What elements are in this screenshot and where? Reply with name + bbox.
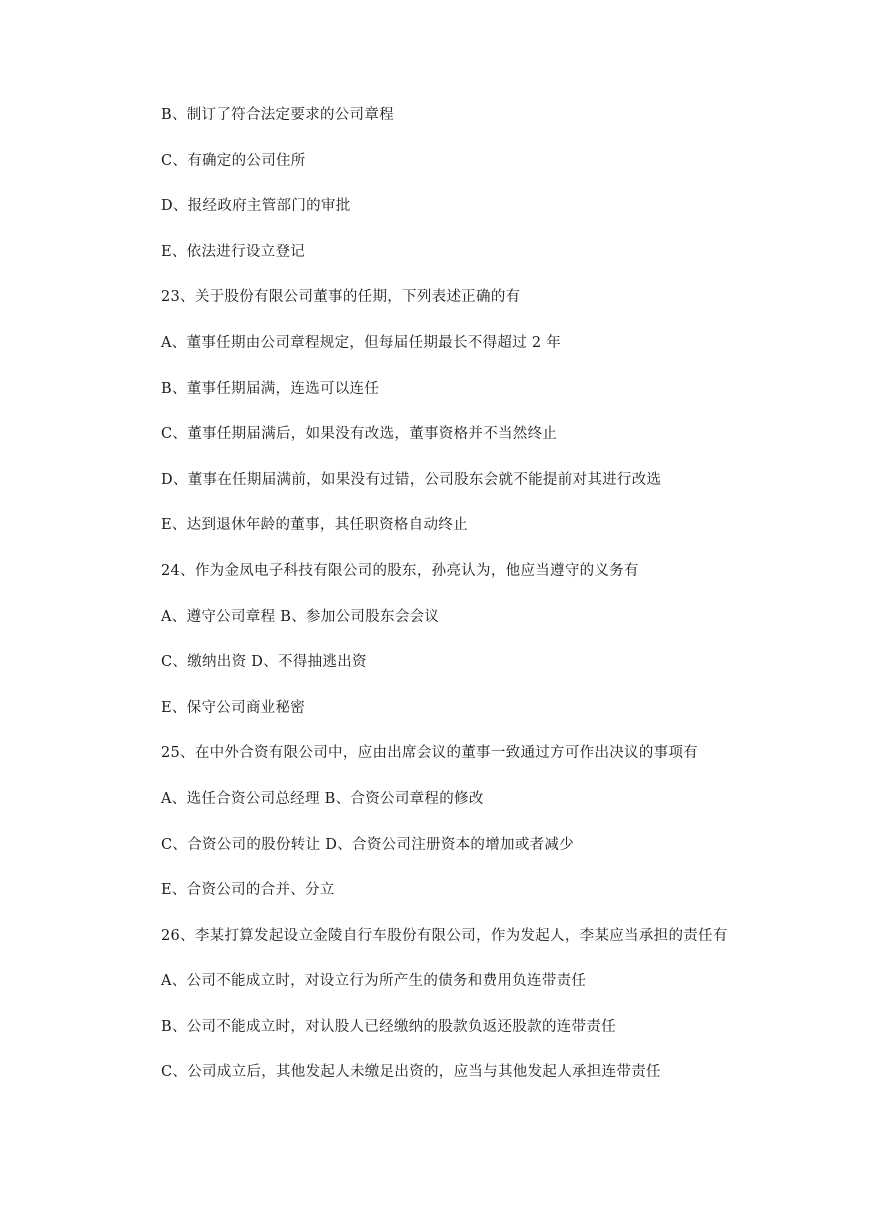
option-line: D、报经政府主管部门的审批 [161,198,351,215]
option-line: B、董事任期届满，连选可以连任 [161,380,380,397]
question-line: 26、李某打算发起设立金陵自行车股份有限公司，作为发起人，李某应当承担的责任有 [161,927,728,944]
option-line: E、合资公司的合并、分立 [161,882,335,899]
option-line: A、公司不能成立时，对设立行为所产生的债务和费用负连带责任 [161,973,587,990]
question-list [161,100,821,1103]
question-line: 24、作为金凤电子科技有限公司的股东，孙亮认为，他应当遵守的义务有 [161,562,639,579]
question-line: 25、在中外合资有限公司中，应由出席会议的董事一致通过方可作出决议的事项有 [161,745,699,762]
option-line: A、董事任期由公司章程规定，但每届任期最长不得超过 2 年 [161,334,562,351]
option-line: B、制订了符合法定要求的公司章程 [161,107,394,123]
option-line: A、选任合资公司总经理 B、合资公司章程的修改 [161,790,484,807]
option-line: E、保守公司商业秘密 [161,699,306,716]
option-line: A、遵守公司章程 B、参加公司股东会会议 [161,608,440,625]
option-line: C、公司成立后，其他发起人未缴足出资的，应当与其他发起人承担连带责任 [161,1064,661,1081]
option-line: D、董事在任期届满前，如果没有过错，公司股东会就不能提前对其进行改选 [161,471,662,488]
option-line: B、公司不能成立时，对认股人已经缴纳的股款负返还股款的连带责任 [161,1018,616,1035]
option-line: E、达到退休年龄的董事，其任职资格自动终止 [161,517,468,534]
option-line: C、有确定的公司住所 [161,152,306,169]
option-line: C、合资公司的股份转让 D、合资公司注册资本的增加或者减少 [161,836,575,853]
option-line: C、董事任期届满后，如果没有改选，董事资格并不当然终止 [161,426,558,443]
option-line: E、依法进行设立登记 [161,243,306,260]
question-line: 23、关于股份有限公司董事的任期，下列表述正确的有 [161,289,521,306]
option-line: C、缴纳出资 D、不得抽逃出资 [161,654,367,671]
